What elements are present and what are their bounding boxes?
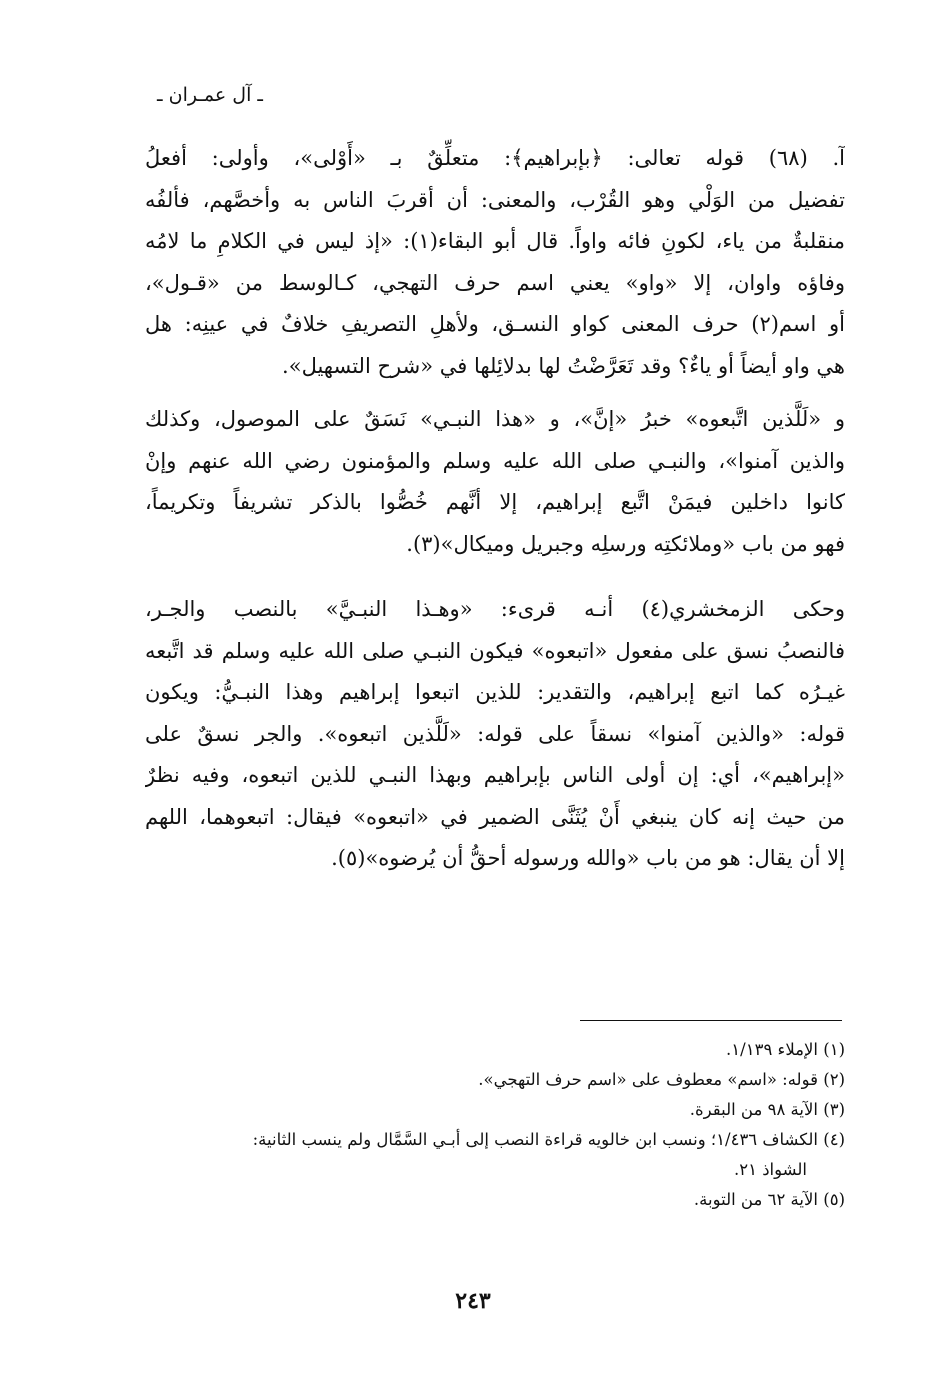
text-line: وفاؤه واوان، إلا «واو» يعني اسم حرف التهجي، كـالوسط من «قـول»، bbox=[145, 270, 845, 295]
footnote-5: (٥) الآية ٦٢ من التوبة. bbox=[693, 1190, 845, 1209]
text-line: منقلبةٌ من ياء، لكونِ فائه واواً. قال أبو البقاء(١): «إذ ليس في الكلامِ ما لامُه bbox=[145, 229, 845, 253]
footnote-4-continuation: الشواذ ٢١. bbox=[733, 1160, 807, 1179]
text-line: إلا أن يقال: هو من باب «والله ورسوله أحقُّ أن يُرضوه»(٥). bbox=[331, 846, 845, 870]
text-line: فهو من باب «وملائكتِه ورسلِه وجبريل وميكال»(٣). bbox=[406, 531, 845, 556]
text-line: «إبراهيم»، أي: إن أولى الناس بإبراهيم وبهذا النبـي للذين اتبعوه، وفيه نظرٌ bbox=[145, 763, 845, 787]
footnote-1: (١) الإملاء ١/١٣٩. bbox=[726, 1040, 845, 1059]
paragraph-1 bbox=[145, 138, 845, 387]
footnote-2: (٢) قوله: «اسم» معطوف على «اسم حرف التهجي». bbox=[478, 1070, 845, 1089]
text-line: تفضيل من الوَلْي وهو القُرْب، والمعنى: أن أقربَ الناس به وأخصَّهم، فألفُه bbox=[145, 187, 845, 212]
text-line: و «لَلَّذين اتَّبعوه» خبرُ «إنَّ»، و «هذا النبـي» نَسَقٌ على الموصول، وكذلك bbox=[145, 407, 845, 431]
text-line: من حيث إنه كان ينبغي أَنْ يُثَنَّى الضمير في «اتبعوه» فيقال: اتبعوهما، اللهم bbox=[145, 804, 845, 829]
running-header: ـ آل عمـران ـ bbox=[157, 84, 263, 106]
paragraph-3 bbox=[145, 589, 845, 880]
text-line: غيـرُه كما اتبع إبراهيم، والتقدير: للذين اتبعوا إبراهيم وهذا النبـيُّ: ويكون bbox=[145, 680, 845, 704]
text-line: كانوا داخلين فيمَنْ اتَّبع إبراهيم، إلا أنَّهم خُصُّوا بالذكر تشريفاً وتكريماً، bbox=[145, 490, 845, 514]
text-line: آ. (٦٨) قوله تعالى: ﴿بإبراهيم﴾: متعلِّقٌ بـ «أَوْلى»، وأولى: أفعلُ bbox=[145, 146, 845, 170]
text-line: وحكى الزمخشري(٤) أنـه قرىء: «وهـذا النبـيَّ» بالنصب والجـر، bbox=[145, 597, 845, 621]
paragraph-2 bbox=[145, 399, 845, 565]
text-line: والذين آمنوا»، والنبـي صلى الله عليه وسلم والمؤمنون رضي الله عنهم وإنْ bbox=[145, 448, 845, 473]
text-line: هي واو أيضاً أو ياءٌ؟ وقد تَعَرَّضْتُ لها بدلائِلها في «شرح التسهيل». bbox=[282, 353, 845, 378]
footnote-3: (٣) الآية ٩٨ من البقرة. bbox=[689, 1100, 845, 1119]
footnotes bbox=[145, 1035, 845, 1215]
main-text bbox=[145, 138, 845, 880]
footnote-separator bbox=[580, 1020, 842, 1021]
footnote-4: (٤) الكشاف ١/٤٣٦؛ ونسب ابن خالويه قراءة النصب إلى أبـي السَّمَّال ولم ينسب الثانية: bbox=[252, 1130, 845, 1149]
text-line: فالنصبُ نسق على مفعول «اتبعوه» فيكون النبـي صلى الله عليه وسلم قد اتَّبعه bbox=[145, 638, 845, 663]
page-number: ٢٤٣ bbox=[455, 1288, 491, 1314]
text-line: قوله: «والذين آمنوا» نسقاً على قوله: «لَلَّذين اتبعوه». والجر نسقٌ على bbox=[145, 721, 845, 746]
text-line: أو اسم(٢) حرف المعنى كواو النسـق، ولأهلِ التصريفِ خلافٌ في عينِه: هل bbox=[145, 312, 845, 336]
